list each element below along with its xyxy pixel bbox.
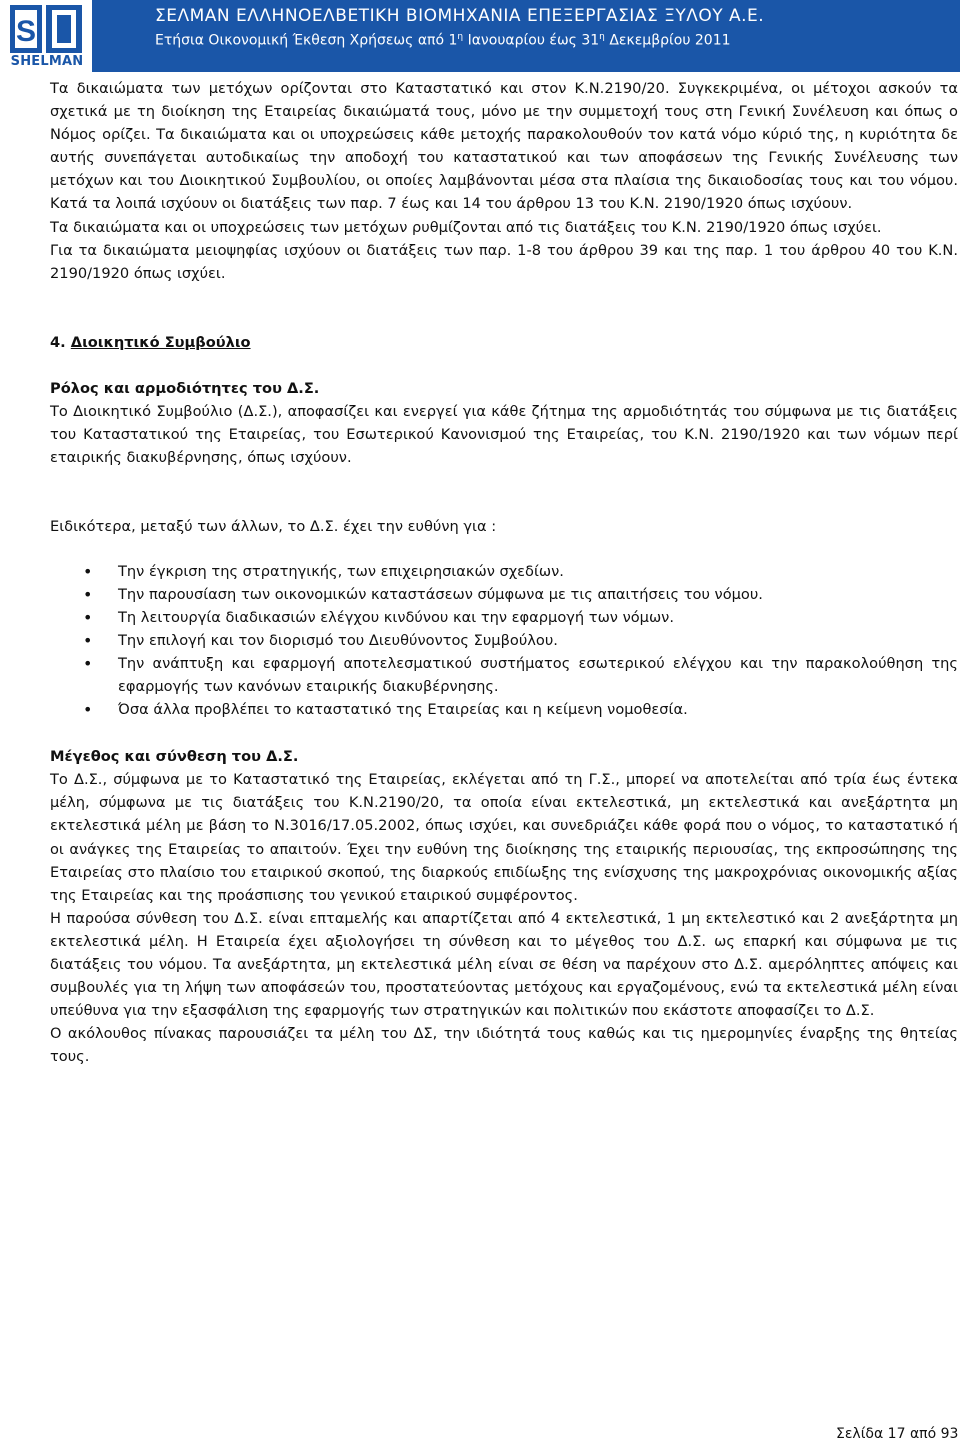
paragraph-shareholder-obligations: Τα δικαιώματα και οι υποχρεώσεις των μετόχων ρυθμίζονται από τις διατάξεις του Κ.Ν. 2190/1920 όπως ισχύει. [50,218,882,236]
list-item: • Τη λειτουργία διαδικασιών ελέγχου κινδύνου και την εφαρμογή των νόμων. [50,606,958,629]
subheading-composition: Μέγεθος και σύνθεση του Δ.Σ. [50,748,299,766]
shelman-logo-icon [6,3,86,55]
paragraph-responsibilities-intro: Ειδικότερα, μεταξύ των άλλων, το Δ.Σ. έχει την ευθύνη για : [50,518,497,536]
section-title: Διοικητικό Συμβούλιο [70,333,251,351]
logo-text: SHELMAN [10,54,84,69]
report-period-part-a: Ετήσια Οικονομική Έκθεση Χρήσεως από 1 [155,32,458,49]
paragraph-board-role: Το Διοικητικό Συμβούλιο (Δ.Σ.), αποφασίζει και ενεργεί για κάθε ζήτημα της αρμοδιότητάς του σύμφωνα με τις διατάξεις του Καταστατικού της Εταιρείας, του Εσωτερικού Κανονισμού της Εταιρείας, του Κ.Ν. 2190/1920 και των νόμων περί εταιρικής διακυβέρνησης, όπως ισχύουν. [50,402,958,467]
report-period-sup-1: η [457,32,464,42]
responsibilities-list [50,560,958,721]
report-period [155,32,731,49]
paragraph-board-composition: Η παρούσα σύνθεση του Δ.Σ. είναι επταμελής και απαρτίζεται από 4 εκτελεστικά, 1 μη εκτελεστικό και 2 ανεξάρτητα μη εκτελεστικά μέλη. Η Εταιρεία έχει αξιολογήσει τη σύνθεση και το μέγεθος του Δ.Σ. ως επαρκή και σύμφωνα με τις διατάξεις του νόμου. Τα ανεξάρτητα, μη εκτελεστικά μέλη είναι σε θέση να παρέχουν στο Δ.Σ. αμερόληπτες απόψεις και συμβουλές για τη λήψη των αποφάσεών του, προστατεύοντας μετόχους και εργαζομένους, ενώ τα εκτελεστικά μέλη είναι υπεύθυνα για την εξασφάλιση της εφαρμογής των στρατηγικών και πολιτικών που εκάστοτε αποφασίζει το Δ.Σ. [50,909,958,1020]
list-item: • Όσα άλλα προβλέπει το καταστατικό της Εταιρείας και η κείμενη νομοθεσία. [50,698,958,721]
list-item: • Την επιλογή και τον διορισμό του Διευθύνοντος Συμβούλου. [50,629,958,652]
list-item: • Την ανάπτυξη και εφαρμογή αποτελεσματικού συστήματος εσωτερικού ελέγχου και την παρακολούθηση της εφαρμογής των κανόνων εταιρικής διακυβέρνησης. [50,652,958,698]
company-logo [0,0,92,72]
report-period-part-c: Δεκεμβρίου 2011 [604,32,731,49]
list-item: • Την παρουσίαση των οικονομικών καταστάσεων σύμφωνα με τις απαιτήσεις του νόμου. [50,583,958,606]
paragraph-members-table-intro: Ο ακόλουθος πίνακας παρουσιάζει τα μέλη του ΔΣ, την ιδιότητά τους καθώς και τις ημερομηνίες έναρξης της θητείας τους. [50,1025,958,1066]
report-period-sup-2: η [599,32,605,42]
subheading-role: Ρόλος και αρμοδιότητες του Δ.Σ. [50,379,320,397]
paragraph-minority-rights: Για τα δικαιώματα μειοψηφίας ισχύουν οι διατάξεις των παρ. 1-8 του άρθρου 39 και της παρ. 1 του άρθρου 40 του Κ.Ν. 2190/1920 όπως ισχύει. [50,241,958,282]
section-number: 4. [50,333,71,351]
page-number: Σελίδα 17 από 93 [836,1426,959,1442]
report-period-part-b: Ιανουαρίου έως 31 [463,32,600,49]
document-body [50,75,958,1068]
company-name: ΣΕΛΜΑΝ ΕΛΛΗΝΟΕΛΒΕΤΙΚΗ ΒΙΟΜΗΧΑΝΙΑ ΕΠΕΞΕΡΓΑΣΙΑΣ ΞΥΛΟΥ Α.Ε. [155,6,765,26]
logo-mark: S [15,15,37,48]
paragraph-board-size: Το Δ.Σ., σύμφωνα με το Καταστατικό της Εταιρείας, εκλέγεται από τη Γ.Σ., μπορεί να αποτελείται από τρία έως έντεκα μέλη, σύμφωνα με τις διατάξεις του Κ.Ν.2190/20, τα οποία είναι εκτελεστικά, μη εκτελεστικά και ανεξάρτητα μη εκτελεστικά μέλη με βάση το Ν.3016/17.05.2002, όπως ισχύει, και συνεδριάζει κάθε φορά που ο νόμος, το καταστατικό ή οι ανάγκες της Εταιρείας το απαιτούν. Έχει την ευθύνη της διοίκησης της εταιρικής περιουσίας, της εκπροσώπησης της Εταιρείας στο πλαίσιο του εταιρικού σκοπού, της διαρκούς επιδίωξης της ενίσχυσης της μακροχρόνιας οικονομικής αξίας της Εταιρείας και της προάσπισης του γενικού εταιρικού συμφέροντος. [50,771,958,904]
list-item: • Την έγκριση της στρατηγικής, των επιχειρησιακών σχεδίων. [50,560,958,583]
paragraph-shareholder-rights: Τα δικαιώματα των μετόχων ορίζονται στο Καταστατικό και στον Κ.Ν.2190/20. Συγκεκριμένα, οι μέτοχοι ασκούν τα σχετικά με τη διοίκηση της Εταιρείας δικαιώματά τους, μόνο με την συμμετοχή τους στη Γενική Συνέλευση και όπως ο Νόμος ορίζει. Τα δικαιώματα και οι υποχρεώσεις κάθε μετοχής παρακολουθούν τον κατά νόμο κύριό της, η κυριότητα δε αυτής συνεπάγεται αυτοδικαίως την αποδοχή του καταστατικού και των αποφάσεων της Γενικής Συνέλευσης των μετόχων και του Διοικητικού Συμβουλίου, οι οποίες λαμβάνονται μέσα στα πλαίσια της δικαιοδοσίας τους και του νόμου. Κατά τα λοιπά ισχύουν οι διατάξεις των παρ. 7 έως και 14 του άρθρου 13 του Κ.Ν. 2190/1920 όπως ισχύουν. [50,80,958,213]
section-heading [50,331,958,354]
page-header [0,0,960,72]
